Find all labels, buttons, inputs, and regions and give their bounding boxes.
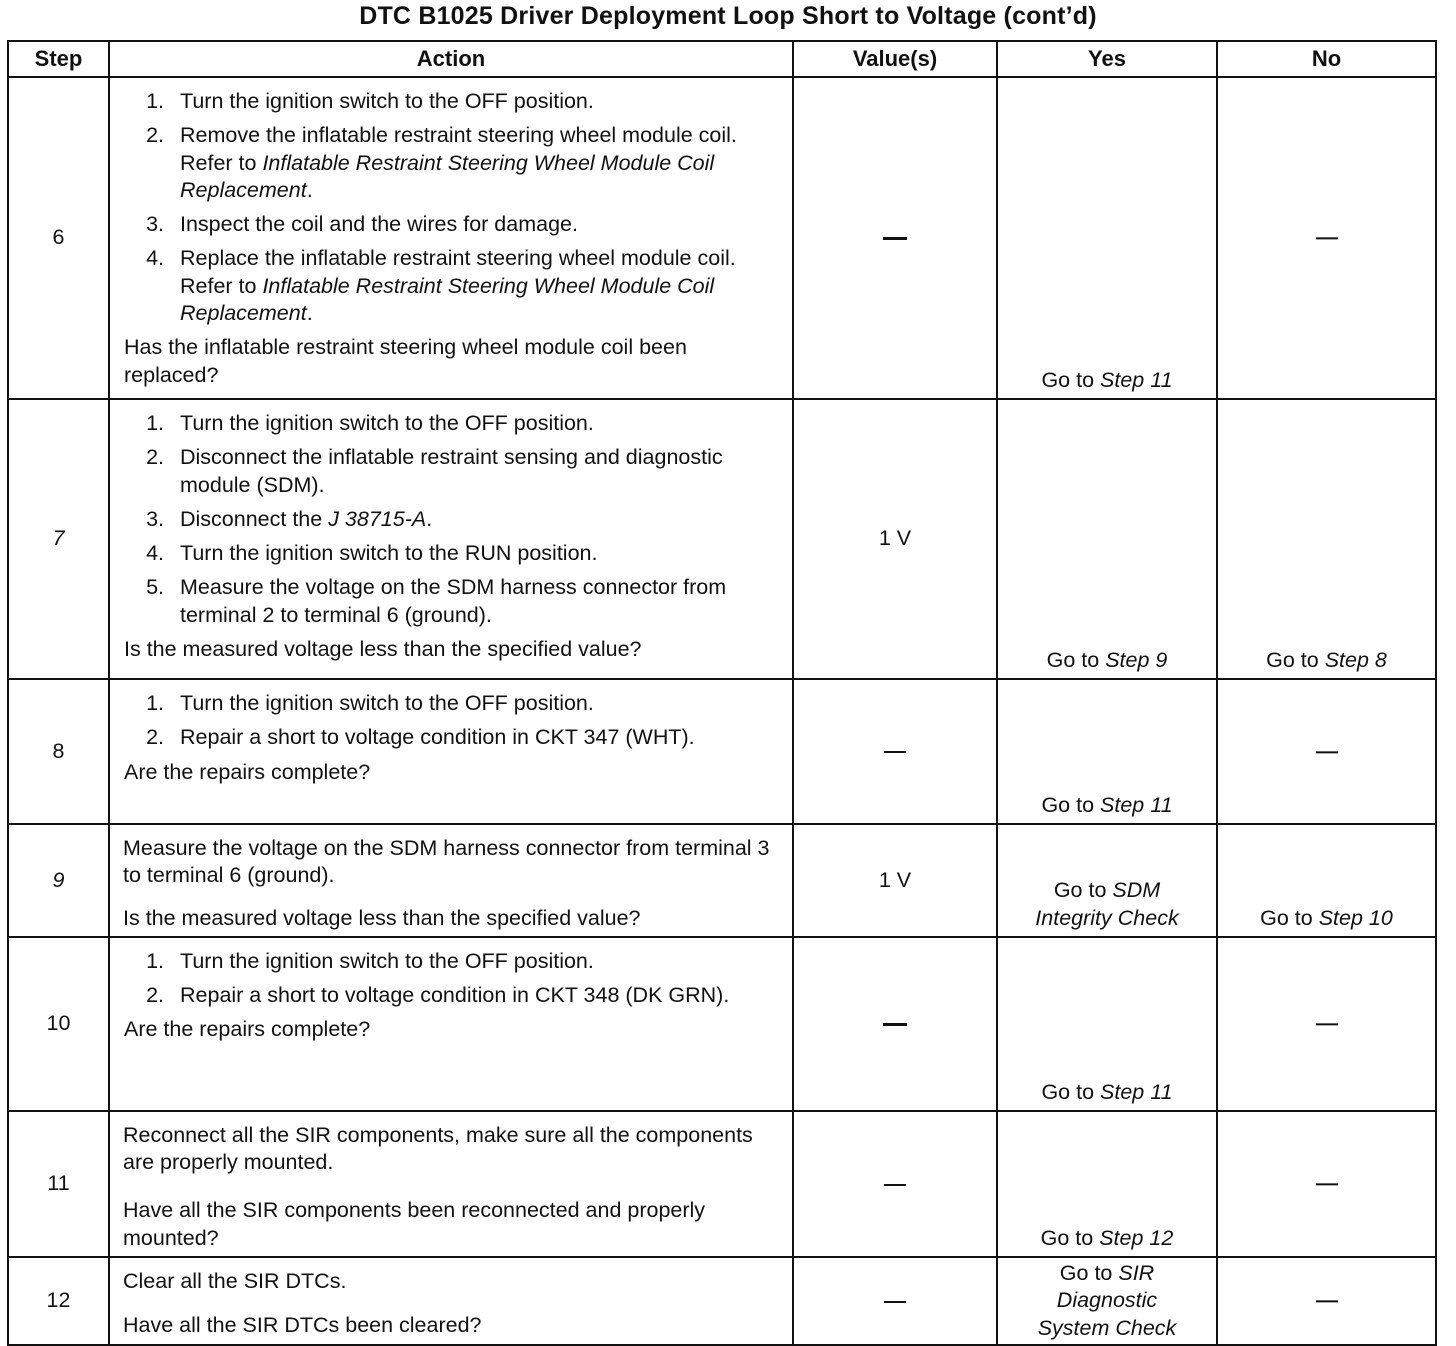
table-row — [8, 679, 1436, 824]
action-cell — [109, 77, 793, 399]
header-action: Action — [109, 41, 793, 77]
action-question: Are the repairs complete? — [124, 759, 371, 784]
yes-cell — [997, 1257, 1217, 1345]
no-cell — [1217, 1111, 1436, 1257]
reference-text: SIR — [1118, 1261, 1155, 1286]
yes-result — [998, 1225, 1216, 1252]
action-text: Turn the ignition switch to the OFF position. — [180, 89, 594, 113]
reference-text: Step 11 — [1100, 367, 1173, 392]
no-cell — [1217, 937, 1436, 1111]
list-item — [124, 444, 780, 499]
action-cell — [109, 1111, 793, 1257]
item-number: 2. — [146, 725, 164, 750]
action-question: Have all the SIR components been reconnected and properly mounted? — [123, 1198, 706, 1250]
action-text: Disconnect the inflatable restraint sensing and diagnostic module (SDM). — [180, 445, 723, 497]
reference-text: Step 10 — [1318, 905, 1393, 930]
item-text — [180, 982, 780, 1009]
reference-text: Inflatable Restraint Steering Wheel Module Coil Replacement — [180, 273, 715, 326]
action-text: Go to — [1046, 647, 1106, 672]
action-paragraph: Clear all the SIR DTCs. — [123, 1269, 347, 1294]
no-cell — [1217, 399, 1436, 679]
no-cell — [1217, 824, 1436, 937]
not-applicable-dash — [883, 237, 907, 240]
value-text: 1 V — [878, 867, 912, 892]
header-step: Step — [8, 41, 109, 77]
action-cell — [109, 824, 793, 937]
value-cell — [793, 824, 997, 937]
action-text: Replace the inflatable restraint steering wheel module coil. Refer to — [180, 246, 736, 298]
action-text: Disconnect the — [180, 506, 329, 531]
list-item — [124, 574, 780, 629]
reference-text: Step 11 — [1100, 1079, 1173, 1104]
reference-text: Integrity Check — [1035, 905, 1179, 930]
step-number: 11 — [8, 1111, 109, 1257]
yes-cell — [997, 679, 1217, 824]
yes-result — [998, 1079, 1216, 1106]
list-item — [124, 690, 780, 717]
no-result — [1218, 647, 1435, 674]
not-applicable-dash — [1316, 751, 1338, 753]
step-number: 12 — [8, 1257, 109, 1345]
action-text: . — [426, 506, 433, 531]
not-applicable-dash — [1316, 1024, 1338, 1026]
action-text: Go to — [1260, 905, 1319, 930]
yes-cell — [997, 77, 1217, 399]
item-number: 5. — [146, 575, 164, 600]
item-number: 2. — [146, 983, 164, 1008]
not-applicable-dash — [1316, 238, 1338, 240]
reference-text: Step 8 — [1324, 647, 1387, 672]
yes-result — [998, 792, 1216, 819]
item-number: 2. — [146, 123, 164, 148]
list-item — [124, 506, 780, 533]
step-number: 8 — [8, 679, 109, 824]
reference-text: System Check — [1037, 1315, 1177, 1340]
yes-result-line — [998, 1315, 1216, 1342]
action-paragraph: Measure the voltage on the SDM harness connector from terminal 3 to terminal 6 (ground). — [123, 836, 770, 888]
action-text: Remove the inflatable restraint steering wheel module coil. Refer to — [180, 123, 737, 175]
action-text: Go to — [1041, 1079, 1101, 1104]
action-text: Turn the ignition switch to the OFF position. — [180, 691, 594, 715]
action-text: Go to — [1266, 647, 1325, 672]
list-item — [124, 88, 780, 115]
yes-cell — [997, 824, 1217, 937]
not-applicable-dash — [884, 1184, 906, 1186]
value-cell — [793, 399, 997, 679]
action-cell — [109, 399, 793, 679]
no-result — [1218, 224, 1435, 251]
item-text — [180, 410, 780, 437]
item-text — [180, 122, 780, 204]
header-yes: Yes — [997, 41, 1217, 77]
step-number: 6 — [8, 77, 109, 399]
item-text — [180, 540, 780, 567]
yes-result-line — [998, 877, 1216, 904]
action-text: Go to — [1053, 878, 1113, 903]
action-cell — [109, 937, 793, 1111]
not-applicable-dash — [1316, 1301, 1338, 1303]
no-result — [1218, 1010, 1435, 1037]
yes-result-line — [998, 1260, 1216, 1287]
action-paragraph: Reconnect all the SIR components, make sure all the components are properly mounted. — [123, 1122, 753, 1175]
action-text: Inspect the coil and the wires for damage. — [180, 212, 578, 237]
header-values: Value(s) — [793, 41, 997, 77]
value-cell — [793, 1111, 997, 1257]
table-row — [8, 824, 1436, 937]
item-text — [180, 444, 780, 499]
item-text — [180, 245, 780, 327]
action-text: Turn the ignition switch to the OFF position. — [180, 411, 594, 435]
diagnostic-table — [7, 40, 1437, 1346]
action-text: Measure the voltage on the SDM harness connector from terminal 2 to terminal 6 (ground). — [180, 575, 727, 627]
value-text: 1 V — [878, 526, 912, 551]
value-cell — [793, 937, 997, 1111]
action-steps-list — [124, 690, 780, 759]
item-number: 1. — [146, 691, 164, 715]
item-text — [180, 724, 780, 751]
not-applicable-dash — [884, 751, 906, 753]
list-item — [124, 982, 780, 1009]
action-question: Is the measured voltage less than the specified value? — [124, 637, 642, 662]
item-number: 3. — [146, 212, 164, 237]
action-text: Repair a short to voltage condition in CKT 348 (DK GRN). — [180, 983, 730, 1008]
table-row — [8, 399, 1436, 679]
action-question: Is the measured voltage less than the specified value? — [123, 905, 641, 930]
action-question: Has the inflatable restraint steering wheel module coil been replaced? — [124, 335, 687, 387]
yes-result — [998, 1260, 1216, 1342]
no-result — [1218, 905, 1435, 932]
table-row — [8, 77, 1436, 399]
table-row — [8, 1257, 1436, 1345]
value-cell — [793, 679, 997, 824]
not-applicable-dash — [1316, 1184, 1338, 1186]
step-number: 7 — [8, 399, 109, 679]
yes-cell — [997, 937, 1217, 1111]
item-number: 1. — [146, 411, 164, 435]
action-text: . — [306, 177, 313, 202]
action-text: Go to — [1059, 1261, 1119, 1286]
action-cell — [109, 1257, 793, 1345]
list-item — [124, 540, 780, 567]
step-number: 10 — [8, 937, 109, 1111]
reference-text: Step 9 — [1105, 647, 1168, 672]
not-applicable-dash — [883, 1023, 907, 1026]
yes-result-line — [998, 905, 1216, 932]
reference-text: J 38715-A — [328, 506, 427, 531]
action-steps-list — [124, 948, 780, 1017]
no-result — [1218, 1170, 1435, 1197]
value-cell — [793, 77, 997, 399]
action-steps-list — [124, 88, 780, 334]
item-text — [180, 948, 780, 975]
list-item — [124, 245, 780, 327]
no-cell — [1217, 679, 1436, 824]
item-number: 4. — [146, 246, 164, 271]
item-text — [180, 506, 780, 533]
action-cell — [109, 679, 793, 824]
header-row — [8, 41, 1436, 77]
no-result — [1218, 738, 1435, 765]
reference-text: Step 11 — [1100, 792, 1173, 817]
action-question: Have all the SIR DTCs been cleared? — [123, 1313, 482, 1338]
item-text — [180, 88, 780, 115]
reference-text: SDM — [1112, 878, 1161, 903]
item-number: 4. — [146, 541, 164, 566]
item-text — [180, 574, 780, 629]
not-applicable-dash — [884, 1301, 906, 1303]
action-steps-list — [124, 410, 780, 636]
item-number: 2. — [146, 445, 164, 470]
item-number: 1. — [146, 948, 164, 973]
reference-text: Step 12 — [1099, 1225, 1174, 1250]
action-text: . — [306, 301, 313, 326]
page-title: DTC B1025 Driver Deployment Loop Short to Voltage (cont’d) — [359, 2, 1097, 30]
list-item — [124, 211, 780, 238]
item-text — [180, 211, 780, 238]
no-cell — [1217, 1257, 1436, 1345]
list-item — [124, 948, 780, 975]
action-text: Turn the ignition switch to the RUN position. — [180, 541, 598, 566]
action-text: Go to — [1041, 367, 1101, 392]
action-text: Repair a short to voltage condition in CKT 347 (WHT). — [180, 725, 695, 750]
no-result — [1218, 1287, 1435, 1314]
no-cell — [1217, 77, 1436, 399]
action-question: Are the repairs complete? — [124, 1017, 371, 1042]
table-row — [8, 937, 1436, 1111]
action-text: Turn the ignition switch to the OFF position. — [180, 948, 594, 973]
step-number: 9 — [8, 824, 109, 937]
yes-cell — [997, 399, 1217, 679]
yes-cell — [997, 1111, 1217, 1257]
item-number: 1. — [146, 89, 164, 113]
item-text — [180, 690, 780, 717]
reference-text: Diagnostic — [1056, 1288, 1158, 1313]
reference-text: Inflatable Restraint Steering Wheel Module Coil Replacement — [180, 150, 715, 202]
action-text: Go to — [1040, 1225, 1100, 1250]
list-item — [124, 724, 780, 751]
yes-result-line — [998, 1287, 1216, 1314]
yes-result — [998, 877, 1216, 932]
list-item — [124, 410, 780, 437]
yes-result — [998, 647, 1216, 674]
value-cell — [793, 1257, 997, 1345]
list-item — [124, 122, 780, 204]
table-row — [8, 1111, 1436, 1257]
item-number: 3. — [146, 506, 164, 531]
yes-result — [998, 367, 1216, 394]
action-text: Go to — [1041, 792, 1101, 817]
header-no: No — [1217, 41, 1436, 77]
